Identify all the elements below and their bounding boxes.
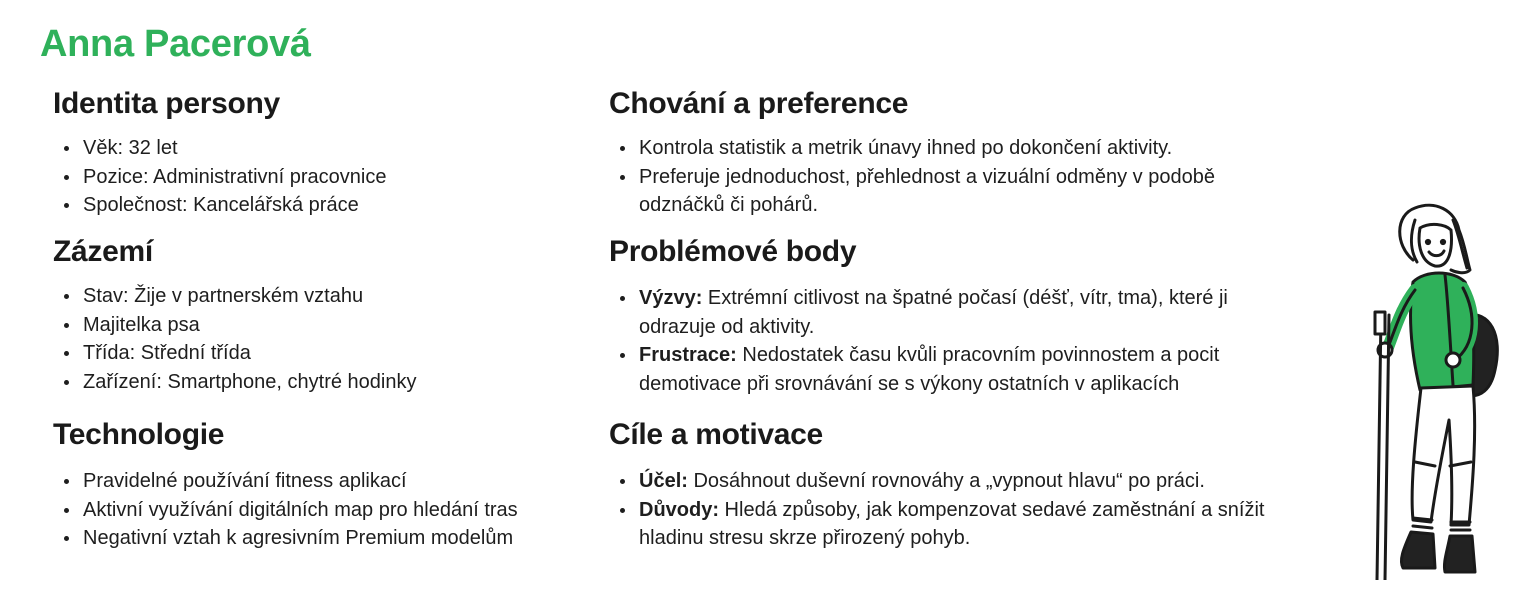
persona-name: Anna Pacerová [40,23,311,65]
section-heading: Zázemí [53,235,153,268]
section-technologie [53,417,518,553]
list-item: Třída: Střední třída [53,339,417,368]
item-label: Účel: [639,470,688,492]
list-item: Společnost: Kancelářská práce [53,191,386,220]
list-item: Kontrola statistik a metrik únavy ihned po dokončení aktivity. [609,134,1289,163]
list-item: Preferuje jednoduchost, přehlednost a vizuální odměny v podobě odznáčků či pohárů. [609,163,1289,220]
section-heading: Identita persony [53,87,280,120]
list-item: Negativní vztah k agresivním Premium modelům [53,524,518,553]
list-item: Stav: Žije v partnerském vztahu [53,282,417,311]
bullet-list [609,284,1299,398]
item-label: Frustrace: [639,344,737,366]
list-item: Věk: 32 let [53,134,386,163]
section-heading: Cíle a motivace [609,418,823,451]
list-item: Pravidelné používání fitness aplikací [53,467,518,496]
list-item: Zařízení: Smartphone, chytré hodinky [53,368,417,397]
list-item [609,341,1299,398]
bullet-list [53,282,417,396]
bullet-list [609,467,1299,553]
section-heading: Technologie [53,418,225,451]
item-text: Hledá způsoby, jak kompenzovat sedavé zaměstnání a snížit hladinu stresu skrze přirozený pohyb. [639,498,1265,549]
bullet-list [609,134,1289,220]
section-heading: Problémové body [609,235,857,268]
hiker-illustration [1355,200,1515,580]
list-item [609,467,1299,496]
list-item: Pozice: Administrativní pracovnice [53,163,386,192]
bullet-list [53,134,386,220]
list-item: Aktivní využívání digitálních map pro hledání tras [53,496,518,525]
list-item [609,284,1299,341]
list-item [609,496,1299,553]
section-problemy [609,234,1299,398]
item-text: Extrémní citlivost na špatné počasí (déšť, vítr, tma), které ji odrazuje od aktivity. [639,287,1228,338]
list-item: Majitelka psa [53,311,417,340]
section-cile [609,417,1299,553]
item-text: Nedostatek času kvůli pracovním povinnostem a pocit demotivace při srovnávání se s výkony ostatních v aplikacích [639,344,1220,395]
hiker-drawing [1355,200,1515,580]
item-text: Dosáhnout duševní rovnováhy a „vypnout hlavu“ po práci. [687,470,1205,492]
section-heading: Chování a preference [609,87,909,120]
section-identita [53,86,386,220]
bullet-list [53,467,518,553]
item-label: Výzvy: [639,287,703,309]
section-zazemi [53,234,417,396]
section-chovani [609,86,1289,220]
item-label: Důvody: [639,498,719,521]
